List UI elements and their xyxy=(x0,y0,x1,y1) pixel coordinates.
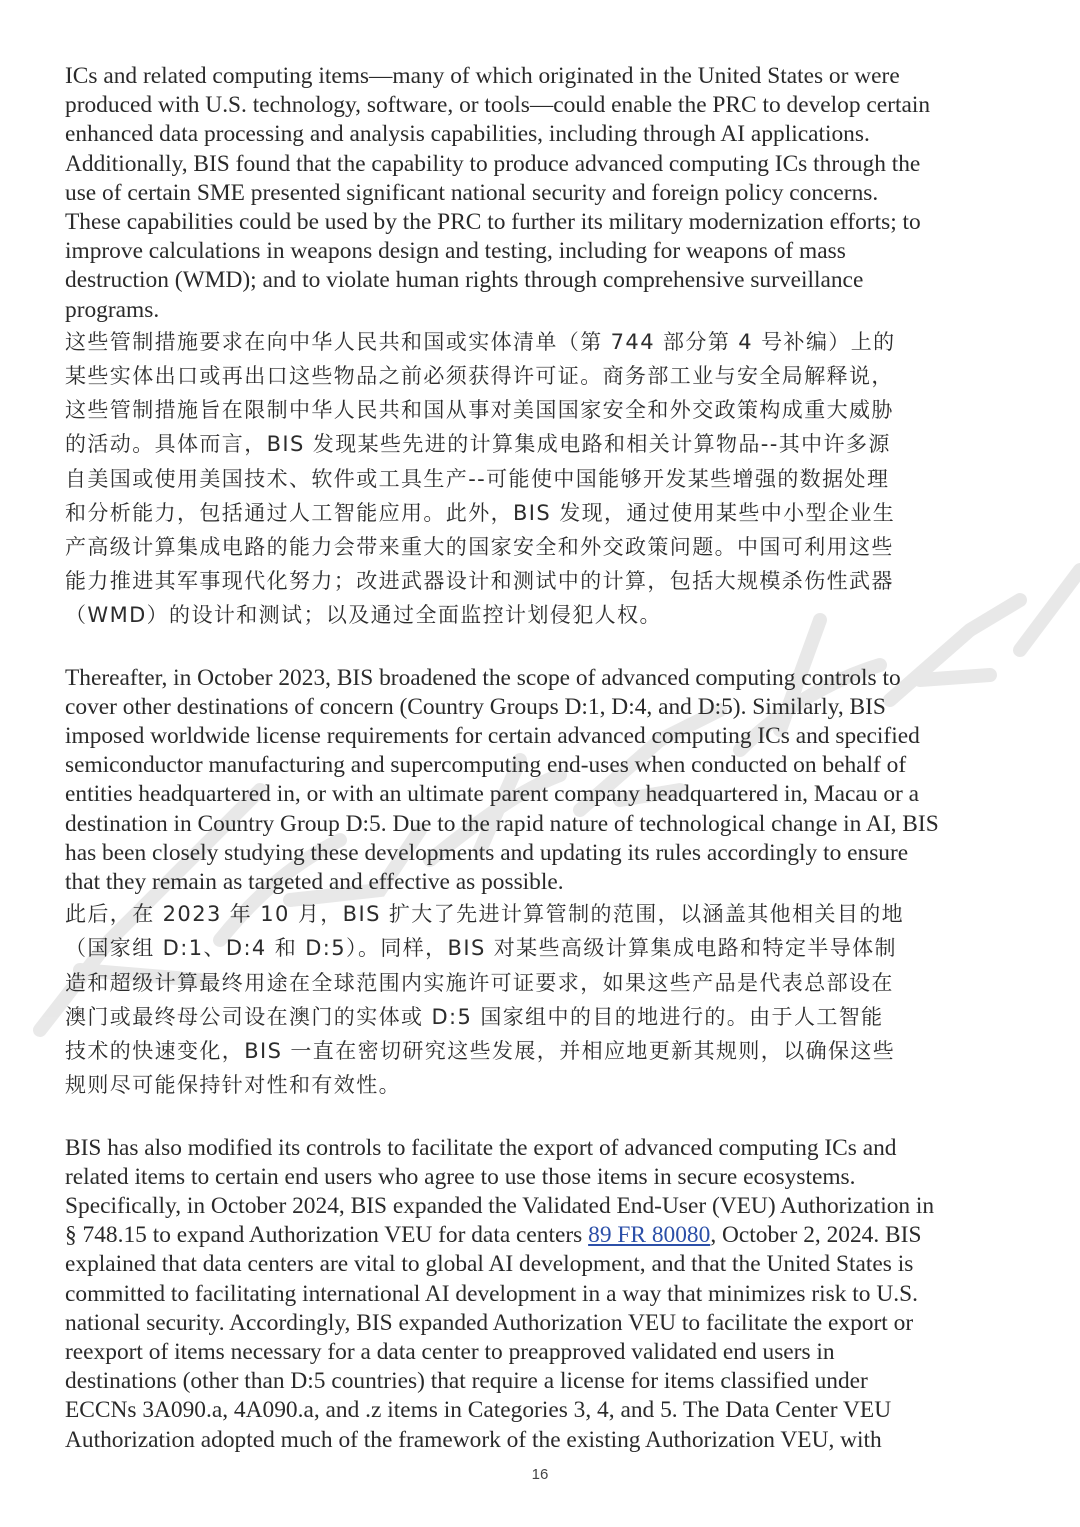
page-number: 16 xyxy=(531,1466,549,1483)
paragraph-3-text-start: BIS has also modified its controls to facilitate the export of advanced computing ICs and related items to certain end users who agree to use those items in secure ecosystems. Specifically, in October 2024, BIS expanded the Validated End-User (VEU) Authorization in § 748.15 to expand Authorization VEU for data centers xyxy=(65,1134,935,1249)
paragraph-2-chinese: 此后，在 2023 年 10 月，BIS 扩大了先进计算管制的范围，以涵盖其他相关目的地 （国家组 D:1、D:4 和 D:5）。同样，BIS 对某些高级计算集成电路和特定半导体制 造和超级计算最终用途在全球范围内实施许可证要求，如果这些产品是代表总部设在 澳门或最终母公司设在澳门的实体或 D:5 国家组中的目的地进行的。由于人工智能 技术的快速变化，BIS 一直在密切研究这些发展，并相应地更新其规则，以确保这些 规则尽可能保持针对性和有效性。 xyxy=(65,902,905,1098)
paragraph-2-english: Thereafter, in October 2023, BIS broadened the scope of advanced computing controls to cover other destinations of concern (Country Groups D:1, D:4, and D:5). Similarly, BIS imposed worldwide license requirements for certain advanced computing ICs and specified semiconductor manufacturing and supercomputing end-uses when conducted on behalf of entities headquartered in, or with an ultimate parent company headquartered in, Macau or a destination in Country Group D:5. Due to the rapid nature of technological change in AI, BIS has been closely studying these developments and updating its rules accordingly to ensure that they remain as targeted and effective as possible. xyxy=(65,664,939,896)
paragraph-3-text-end: , October 2, 2024. BIS explained that data centers are vital to global AI development, and that the United States is committed to facilitating international AI development in a way that minimizes risk to U.S. national security. Accordingly, BIS expanded Authorization VEU to facilitate the export or reexport of items necessary for a data center to preapproved validated end users in destinations (other than D:5 countries) that require a license for items classified under ECCNs 3A090.a, 4A090.a, and .z items in Categories 3, 4, and 5. The Data Center VEU Authorization adopted much of the framework of the existing Authorization VEU, with xyxy=(65,1222,922,1453)
paragraph-spacer xyxy=(65,1103,1020,1134)
document-body xyxy=(65,62,1020,1455)
paragraph-1-english: ICs and related computing items—many of which originated in the United States or were produced with U.S. technology, software, or tools—could enable the PRC to develop certain enhanced data processing and analysis capabilities, including through AI applications. Additionally, BIS found that the capability to produce advanced computing ICs through the use of certain SME presented significant national security and foreign policy concerns. These capabilities could be used by the PRC to further its military modernization efforts; to improve calculations in weapons design and testing, including for weapons of mass destruction (WMD); and to violate human rights through comprehensive surveillance programs. xyxy=(65,63,931,323)
paragraph-1-chinese: 这些管制措施要求在向中华人民共和国或实体清单（第 744 部分第 4 号补编）上的 某些实体出口或再出口这些物品之前必须获得许可证。商务部工业与安全局解释说， 这些管制措施旨在限制中华人民共和国从事对美国国家安全和外交政策构成重大威胁 的活动。具体而言，BIS 发现某些先进的计算集成电路和相关计算物品--其中许多源 自美国或使用美国技术、软件或工具生产--可能使中国能够开发某些增强的数据处理 和分析能力，包括通过人工智能应用。此外，BIS 发现，通过使用某些中小型企业生 产高级计算集成电路的能力会带来重大的国家安全和外交政策问题。中国可利用这些 能力推进其军事现代化努力；改进武器设计和测试中的计算，包括大规模杀伤性武器 （WMD）的设计和测试；以及通过全面监控计划侵犯人权。 xyxy=(65,329,896,628)
paragraph-3-english xyxy=(65,1134,1020,1455)
paragraph-spacer xyxy=(65,633,1020,664)
federal-register-citation-link[interactable]: 89 FR 80080 xyxy=(588,1222,711,1249)
